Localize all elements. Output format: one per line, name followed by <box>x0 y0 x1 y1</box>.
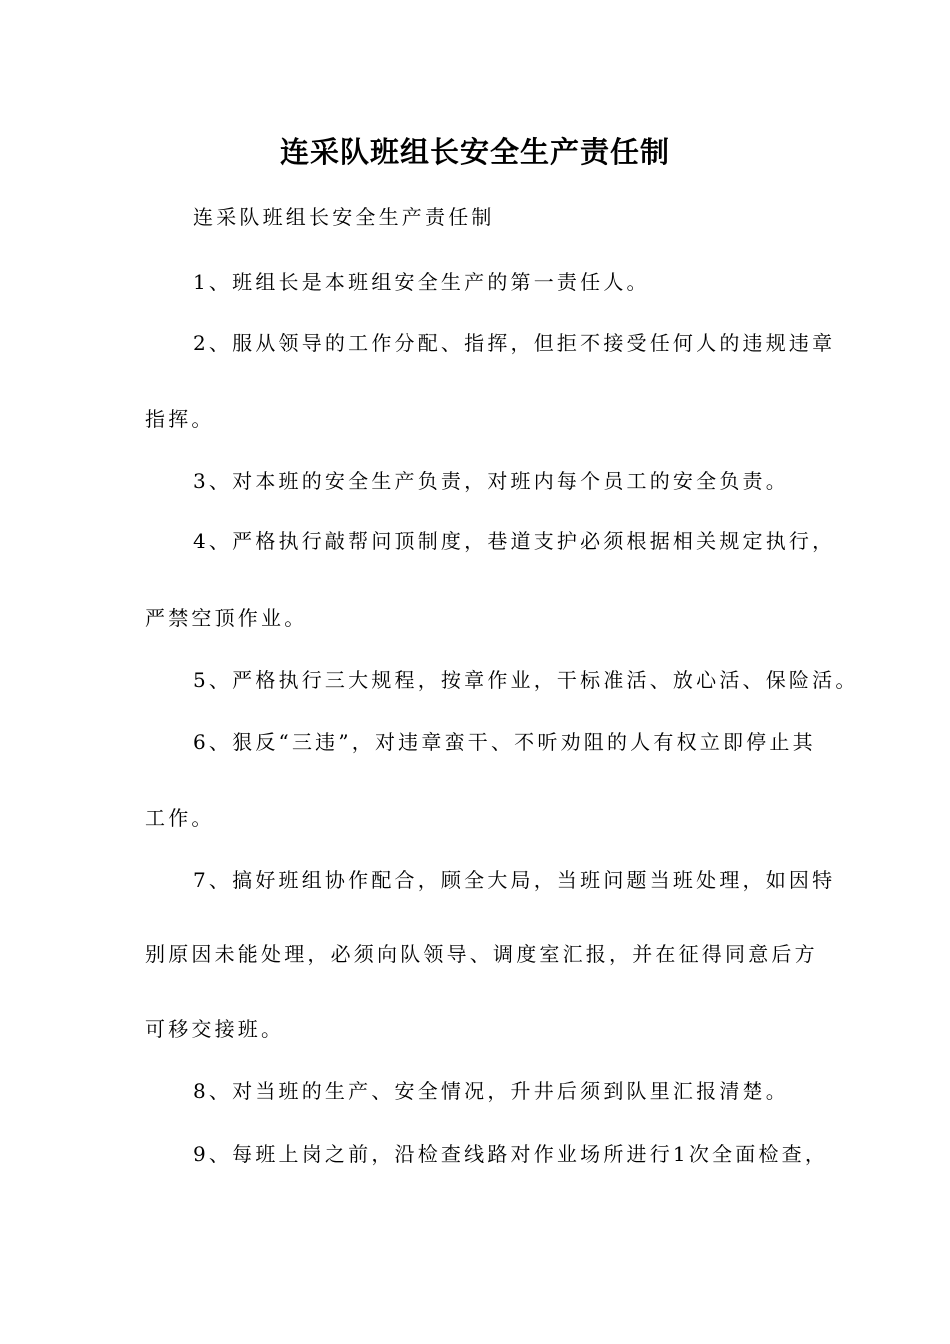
clause-1-line: 1、班组长是本班组安全生产的第一责任人。 <box>193 270 650 294</box>
clause-2-line: 2、服从领导的工作分配、指挥，但拒不接受任何人的违规违章 <box>193 331 836 355</box>
subtitle-line: 连采队班组长安全生产责任制 <box>193 205 495 229</box>
clause-7-continuation-2: 可移交接班。 <box>145 1017 285 1041</box>
clause-5-line: 5、严格执行三大规程，按章作业，干标准活、放心活、保险活。 <box>193 668 859 692</box>
clause-3-line: 3、对本班的安全生产负责，对班内每个员工的安全负责。 <box>193 469 789 493</box>
clause-8-line: 8、对当班的生产、安全情况，升井后须到队里汇报清楚。 <box>193 1079 789 1103</box>
clause-6-line: 6、狠反“三违”，对违章蛮干、不听劝阻的人有权立即停止其 <box>193 730 816 754</box>
clause-2-continuation: 指挥。 <box>145 407 215 431</box>
clause-4-line: 4、严格执行敲帮问顶制度，巷道支护必须根据相关规定执行， <box>193 529 836 553</box>
clause-4-continuation: 严禁空顶作业。 <box>145 606 308 630</box>
clause-7-continuation-1: 别原因未能处理，必须向队领导、调度室汇报，并在征得同意后方 <box>145 942 818 966</box>
clause-6-continuation: 工作。 <box>145 806 215 830</box>
clause-9-line: 9、每班上岗之前，沿检查线路对作业场所进行1次全面检查， <box>193 1142 829 1166</box>
document-title: 连采队班组长安全生产责任制 <box>279 135 670 169</box>
clause-7-line: 7、搞好班组协作配合，顾全大局，当班问题当班处理，如因特 <box>193 868 836 892</box>
